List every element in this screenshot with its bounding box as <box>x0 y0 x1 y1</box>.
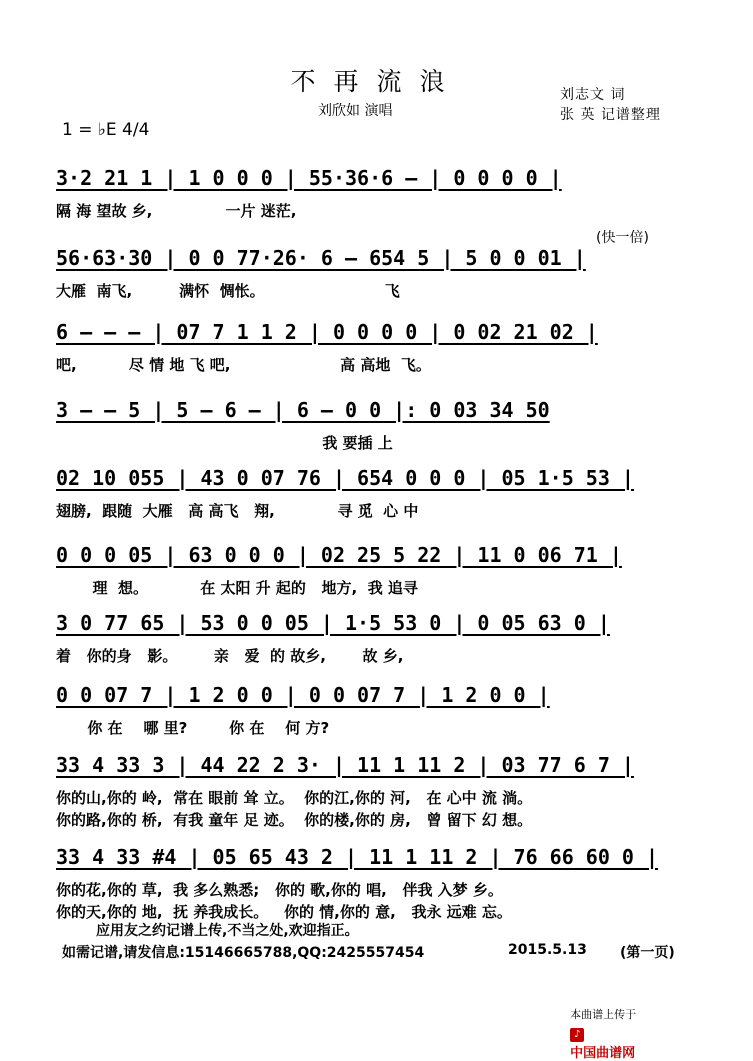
contact-info: 如需记谱,请发信息:15146665788,QQ:2425557454 <box>62 945 425 961</box>
site-watermark <box>560 984 636 1061</box>
lyric-line: 大雁 南飞, 满怀 惆怅。 飞 <box>56 282 400 300</box>
site-logo-icon: ♪ <box>570 1028 584 1042</box>
upload-note: 本曲谱上传于 <box>570 1008 637 1021</box>
lyric-line: 我 要插 上 <box>56 434 393 452</box>
singer-credit: 刘欣如 演唱 <box>318 103 393 119</box>
notation-line: 02 10 055 | 43 0 07 76 | 654 0 0 0 | 05 1·5 53 | <box>56 466 634 490</box>
lyric-line-verse2: 你的路,你的 桥, 有我 童年 足 迹。 你的楼,你的 房, 曾 留下 幻 想。 <box>56 811 533 829</box>
notation-line: 0 0 0 05 | 63 0 0 0 | 02 25 5 22 | 11 0 06 71 | <box>56 543 622 567</box>
date-stamp: 2015.5.13 <box>508 942 587 958</box>
key-signature: 1 = ♭E 4/4 <box>62 120 150 140</box>
tempo-marking: (快一倍) <box>596 230 649 246</box>
lyricist-credit: 刘志文 词 <box>560 87 626 103</box>
lyric-line: 吧, 尽 情 地 飞 吧, 高 高地 飞。 <box>56 356 431 374</box>
notation-line: 0 0 07 7 | 1 2 0 0 | 0 0 07 7 | 1 2 0 0 | <box>56 683 550 707</box>
notation-line: 3·2 21 1 | 1 0 0 0 | 55·36·6 — | 0 0 0 0 | <box>56 166 562 190</box>
site-name: 中国曲谱网 <box>570 1046 636 1061</box>
notation-line: 33 4 33 3 | 44 22 2 3· | 11 1 11 2 | 03 77 6 7 | <box>56 753 634 777</box>
notation-line: 56·63·30 | 0 0 77·26· 6 — 654 5 | 5 0 0 01 | <box>56 246 586 270</box>
lyric-line-verse1: 你的山,你的 岭, 常在 眼前 耸 立。 你的江,你的 河, 在 心中 流 淌。 <box>56 789 533 807</box>
lyric-line: 隔 海 望故 乡, 一片 迷茫, <box>56 202 297 220</box>
lyric-line-verse1: 你的花,你的 草, 我 多么熟悉; 你的 歌,你的 唱, 伴我 入梦 乡。 <box>56 881 503 899</box>
page-number: (第一页) <box>620 945 675 961</box>
notation-line: 3 — — 5 | 5 — 6 — | 6 — 0 0 |: 0 03 34 50 <box>56 398 550 422</box>
lyric-line: 着 你的身 影。 亲 爱 的 故乡, 故 乡, <box>56 647 404 665</box>
lyric-line-verse2: 你的天,你的 地, 抚 养我成长。 你的 情,你的 意, 我永 远难 忘。 <box>56 903 512 921</box>
footer-note: 应用友之约记谱上传,不当之处,欢迎指正。 <box>96 923 359 939</box>
notation-line: 33 4 33 #4 | 05 65 43 2 | 11 1 11 2 | 76 66 60 0 | <box>56 845 659 869</box>
arranger-credit: 张 英 记谱整理 <box>560 107 661 123</box>
notation-line: 3 0 77 65 | 53 0 0 05 | 1·5 53 0 | 0 05 63 0 | <box>56 611 610 635</box>
lyric-line: 你 在 哪 里? 你 在 何 方? <box>56 719 330 737</box>
song-title: 不再流浪 <box>290 67 463 96</box>
lyric-line: 翅膀, 跟随 大雁 高 高飞 翔, 寻 觅 心 中 <box>56 502 419 520</box>
notation-line: 6 — — — | 07 7 1 1 2 | 0 0 0 0 | 0 02 21 02 | <box>56 320 598 344</box>
lyric-line: 理 想。 在 太阳 升 起的 地方, 我 追寻 <box>56 579 418 597</box>
